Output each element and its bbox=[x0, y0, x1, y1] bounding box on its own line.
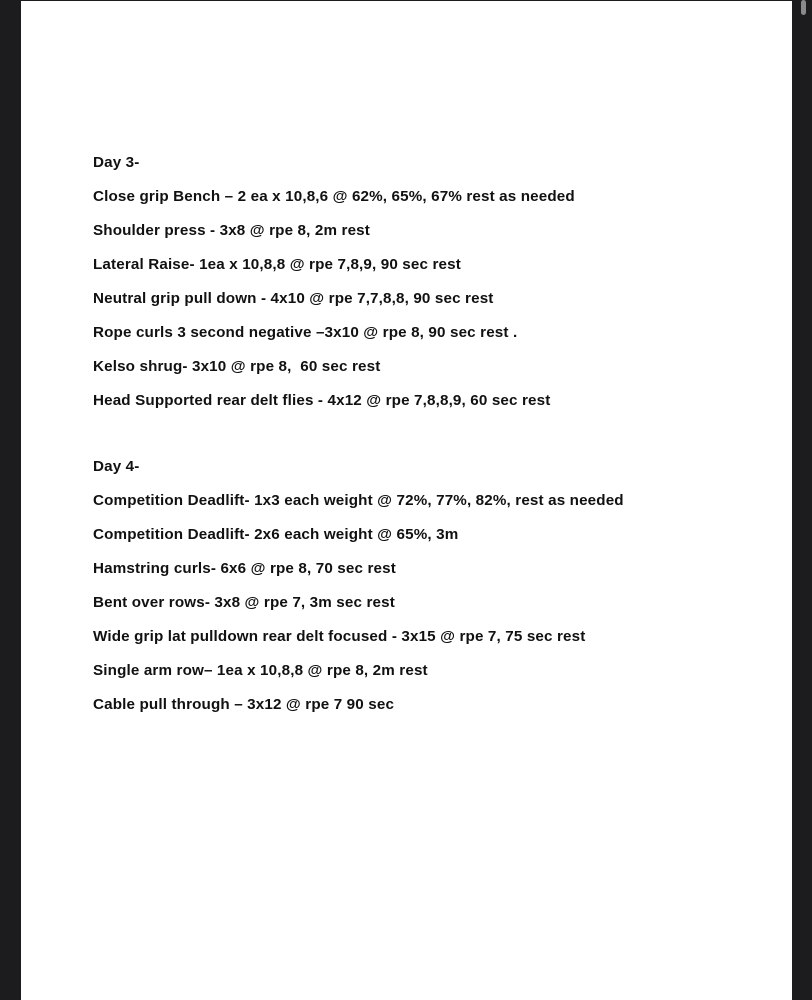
exercise-line: Wide grip lat pulldown rear delt focused - 3x15 @ rpe 7, 75 sec rest bbox=[93, 628, 586, 645]
exercise-line: Close grip Bench – 2 ea x 10,8,6 @ 62%, 65%, 67% rest as needed bbox=[93, 188, 575, 205]
exercise-line: Kelso shrug- 3x10 @ rpe 8, 60 sec rest bbox=[93, 358, 381, 375]
exercise-line: Competition Deadlift- 1x3 each weight @ 72%, 77%, 82%, rest as needed bbox=[93, 492, 624, 509]
exercise-line: Shoulder press - 3x8 @ rpe 8, 2m rest bbox=[93, 222, 370, 239]
exercise-line: Head Supported rear delt flies - 4x12 @ rpe 7,8,8,9, 60 sec rest bbox=[93, 392, 551, 409]
scrollbar-thumb[interactable] bbox=[801, 0, 806, 15]
exercise-line: Hamstring curls- 6x6 @ rpe 8, 70 sec rest bbox=[93, 560, 396, 577]
section-spacer bbox=[93, 425, 624, 457]
exercise-line: Neutral grip pull down - 4x10 @ rpe 7,7,8,8, 90 sec rest bbox=[93, 290, 494, 307]
section-heading: Day 3- bbox=[93, 154, 140, 171]
exercise-line: Cable pull through – 3x12 @ rpe 7 90 sec bbox=[93, 696, 395, 713]
exercise-line: Single arm row– 1ea x 10,8,8 @ rpe 8, 2m rest bbox=[93, 662, 428, 679]
section-day-4 bbox=[93, 457, 624, 729]
document-page bbox=[21, 1, 792, 1000]
exercise-line: Rope curls 3 second negative –3x10 @ rpe 8, 90 sec rest . bbox=[93, 324, 518, 341]
document-content bbox=[93, 153, 624, 729]
section-day-3 bbox=[93, 153, 624, 425]
section-heading: Day 4- bbox=[93, 458, 140, 475]
exercise-line: Competition Deadlift- 2x6 each weight @ 65%, 3m bbox=[93, 526, 459, 543]
exercise-line: Bent over rows- 3x8 @ rpe 7, 3m sec rest bbox=[93, 594, 395, 611]
exercise-line: Lateral Raise- 1ea x 10,8,8 @ rpe 7,8,9, 90 sec rest bbox=[93, 256, 461, 273]
